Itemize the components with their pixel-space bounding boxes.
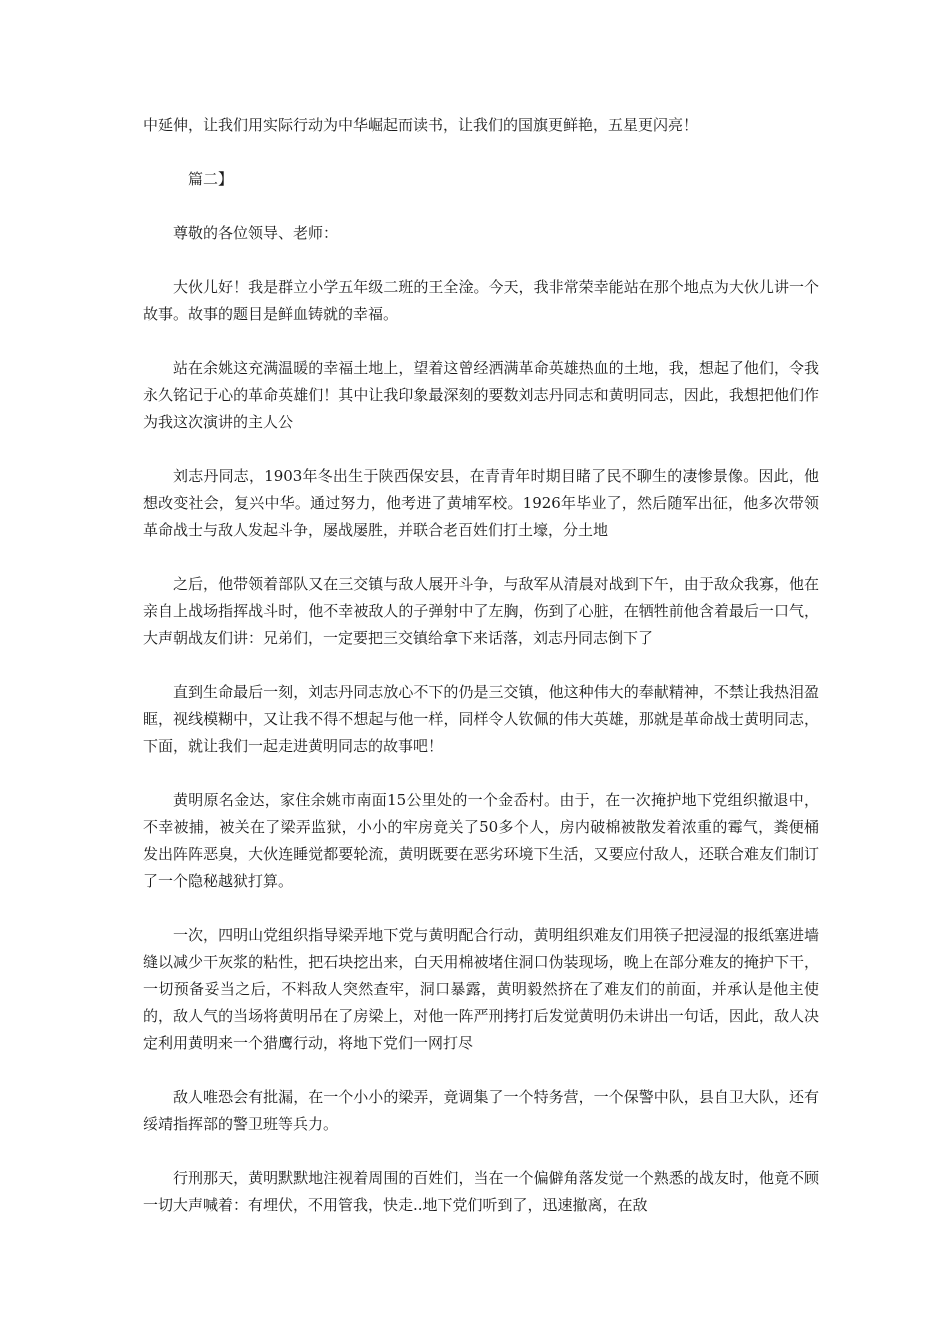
paragraph: 大伙儿好！我是群立小学五年级二班的王全淦。今天，我非常荣幸能站在那个地点为大伙儿讲一个故事。故事的题目是鲜血铸就的幸福。: [143, 278, 819, 323]
paragraph: 站在余姚这充满温暖的幸福土地上，望着这曾经洒满革命英雄热血的土地，我，想起了他们，令我永久铭记于心的革命英雄们！其中让我印象最深刻的要数刘志丹同志和黄明同志，因此，我想把他们作为我这次演讲的主人公: [143, 359, 819, 431]
paragraph: 一次，四明山党组织指导梁弄地下党与黄明配合行动，黄明组织难友们用筷子把浸湿的报纸塞进墙缝以减少干灰浆的粘性，把石块挖出来，白天用棉被堵住洞口伪装现场，晚上在部分难友的掩护下干，一切预备妥当之后，不料敌人突然查牢，洞口暴露，黄明毅然挤在了难友们的前面，并承认是他主使的，敌人气的当场将黄明吊在了房梁上，对他一阵严刑拷打后发觉黄明仍未讲出一句话，因此，敌人决定利用黄明来一个猎鹰行动，将地下党们一网打尽: [143, 926, 819, 1052]
paragraph-continuation: 中延伸，让我们用实际行动为中华崛起而读书，让我们的国旗更鲜艳，五星更闪亮！: [143, 116, 699, 134]
paragraph: 敌人唯恐会有批漏，在一个小小的梁弄，竟调集了一个特务营，一个保警中队，县自卫大队，还有绥靖指挥部的警卫班等兵力。: [143, 1088, 819, 1133]
paragraph: 黄明原名金达，家住余姚市南面15公里处的一个金岙村。由于，在一次掩护地下党组织撤退中，不幸被捕，被关在了梁弄监狱，小小的牢房竟关了50多个人，房内破棉被散发着浓重的霉气，粪便桶发出阵阵恶臭，大伙连睡觉都要轮流，黄明既要在恶劣环境下生活，又要应付敌人，还联合难友们制订了一个隐秘越狱打算。: [143, 791, 819, 890]
section-heading: 篇二】: [188, 170, 234, 188]
paragraph: 刘志丹同志，1903年冬出生于陕西保安县，在青青年时期目睹了民不聊生的凄惨景像。因此，他想改变社会，复兴中华。通过努力，他考进了黄埔军校。1926年毕业了，然后随军出征，他多次带领革命战士与敌人发起斗争，屡战屡胜，并联合老百姓们打土壕，分土地: [143, 467, 819, 539]
paragraph: 之后，他带领着部队又在三交镇与敌人展开斗争，与敌军从清晨对战到下午，由于敌众我寡，他在亲自上战场指挥战斗时，他不幸被敌人的子弹射中了左胸，伤到了心脏，在牺牲前他含着最后一口气，大声朝战友们讲：兄弟们，一定要把三交镇给拿下来话落，刘志丹同志倒下了: [143, 575, 819, 647]
paragraph: 直到生命最后一刻，刘志丹同志放心不下的仍是三交镇，他这种伟大的奉献精神，不禁让我热泪盈眶，视线模糊中，又让我不得不想起与他一样，同样令人钦佩的伟大英雄，那就是革命战士黄明同志，下面，就让我们一起走进黄明同志的故事吧！: [143, 683, 819, 755]
paragraph: 行刑那天，黄明默默地注视着周围的百姓们，当在一个偏僻角落发觉一个熟悉的战友时，他竟不顾一切大声喊着：有埋伏，不用管我，快走..地下党们听到了，迅速撤离，在敌: [143, 1169, 819, 1214]
document-body: [143, 112, 819, 1246]
salutation: 尊敬的各位领导、老师：: [173, 224, 339, 242]
